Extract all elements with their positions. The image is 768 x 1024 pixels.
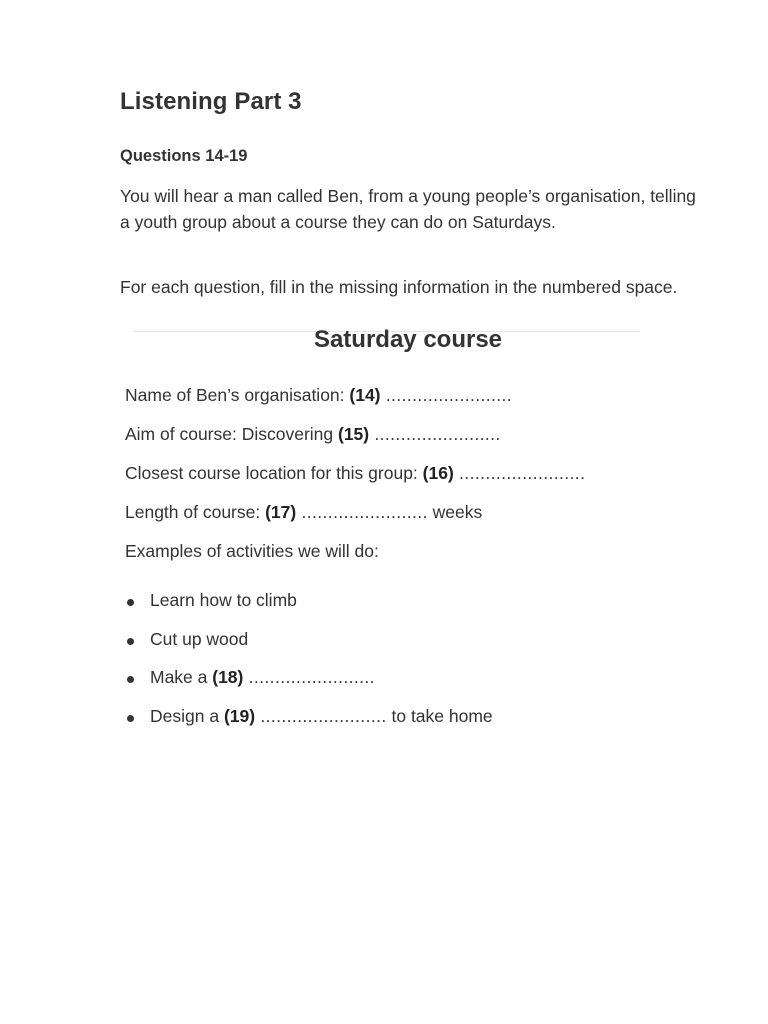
bullet-icon bbox=[127, 599, 134, 606]
question-number: (19) bbox=[223, 705, 256, 726]
question-number: (16) bbox=[422, 463, 454, 483]
question-number: (15) bbox=[338, 424, 370, 444]
bullet-icon bbox=[127, 676, 134, 683]
question-16-line bbox=[125, 463, 585, 484]
question-14-line bbox=[125, 385, 512, 406]
question-number: (18) bbox=[212, 667, 244, 687]
bullet-icon bbox=[127, 715, 134, 722]
question-label: Closest course location for this group: bbox=[125, 463, 423, 483]
question-number: (14) bbox=[349, 385, 381, 405]
examples-label: Examples of activities we will do: bbox=[125, 541, 379, 561]
answer-blank[interactable]: ........................ bbox=[453, 463, 586, 483]
list-item-text: Learn how to climb bbox=[150, 590, 297, 610]
question-17-line bbox=[125, 502, 482, 523]
answer-blank[interactable]: ........................ bbox=[255, 705, 387, 726]
instruction-paragraph: For each question, fill in the missing information in the numbered space. bbox=[120, 277, 678, 297]
answer-blank[interactable]: ........................ bbox=[243, 667, 375, 687]
course-title: Saturday course bbox=[313, 326, 503, 353]
answer-blank[interactable]: ........................ bbox=[369, 424, 501, 444]
question-number: (17) bbox=[265, 502, 297, 522]
list-item-text bbox=[150, 667, 375, 688]
bullet-icon bbox=[127, 638, 134, 645]
answer-blank[interactable]: ........................ bbox=[380, 385, 513, 405]
question-label: Name of Ben’s organisation: bbox=[125, 385, 350, 405]
question-suffix: to take home bbox=[386, 705, 493, 726]
answer-blank[interactable]: ........................ bbox=[296, 502, 428, 522]
question-label: Aim of course: Discovering bbox=[125, 424, 338, 444]
question-suffix: weeks bbox=[427, 502, 483, 522]
questions-heading: Questions 14-19 bbox=[120, 147, 248, 165]
question-label: Design a bbox=[150, 705, 224, 726]
question-label: Make a bbox=[150, 667, 213, 687]
page-title: Listening Part 3 bbox=[120, 88, 302, 115]
list-item-text: Cut up wood bbox=[150, 628, 249, 649]
question-15-line bbox=[125, 424, 501, 445]
intro-paragraph: You will hear a man called Ben, from a young people’s organisation, telling a youth group about a course they can do on Saturdays. bbox=[120, 186, 696, 232]
question-label: Length of course: bbox=[125, 502, 266, 522]
list-item-text bbox=[150, 706, 493, 727]
